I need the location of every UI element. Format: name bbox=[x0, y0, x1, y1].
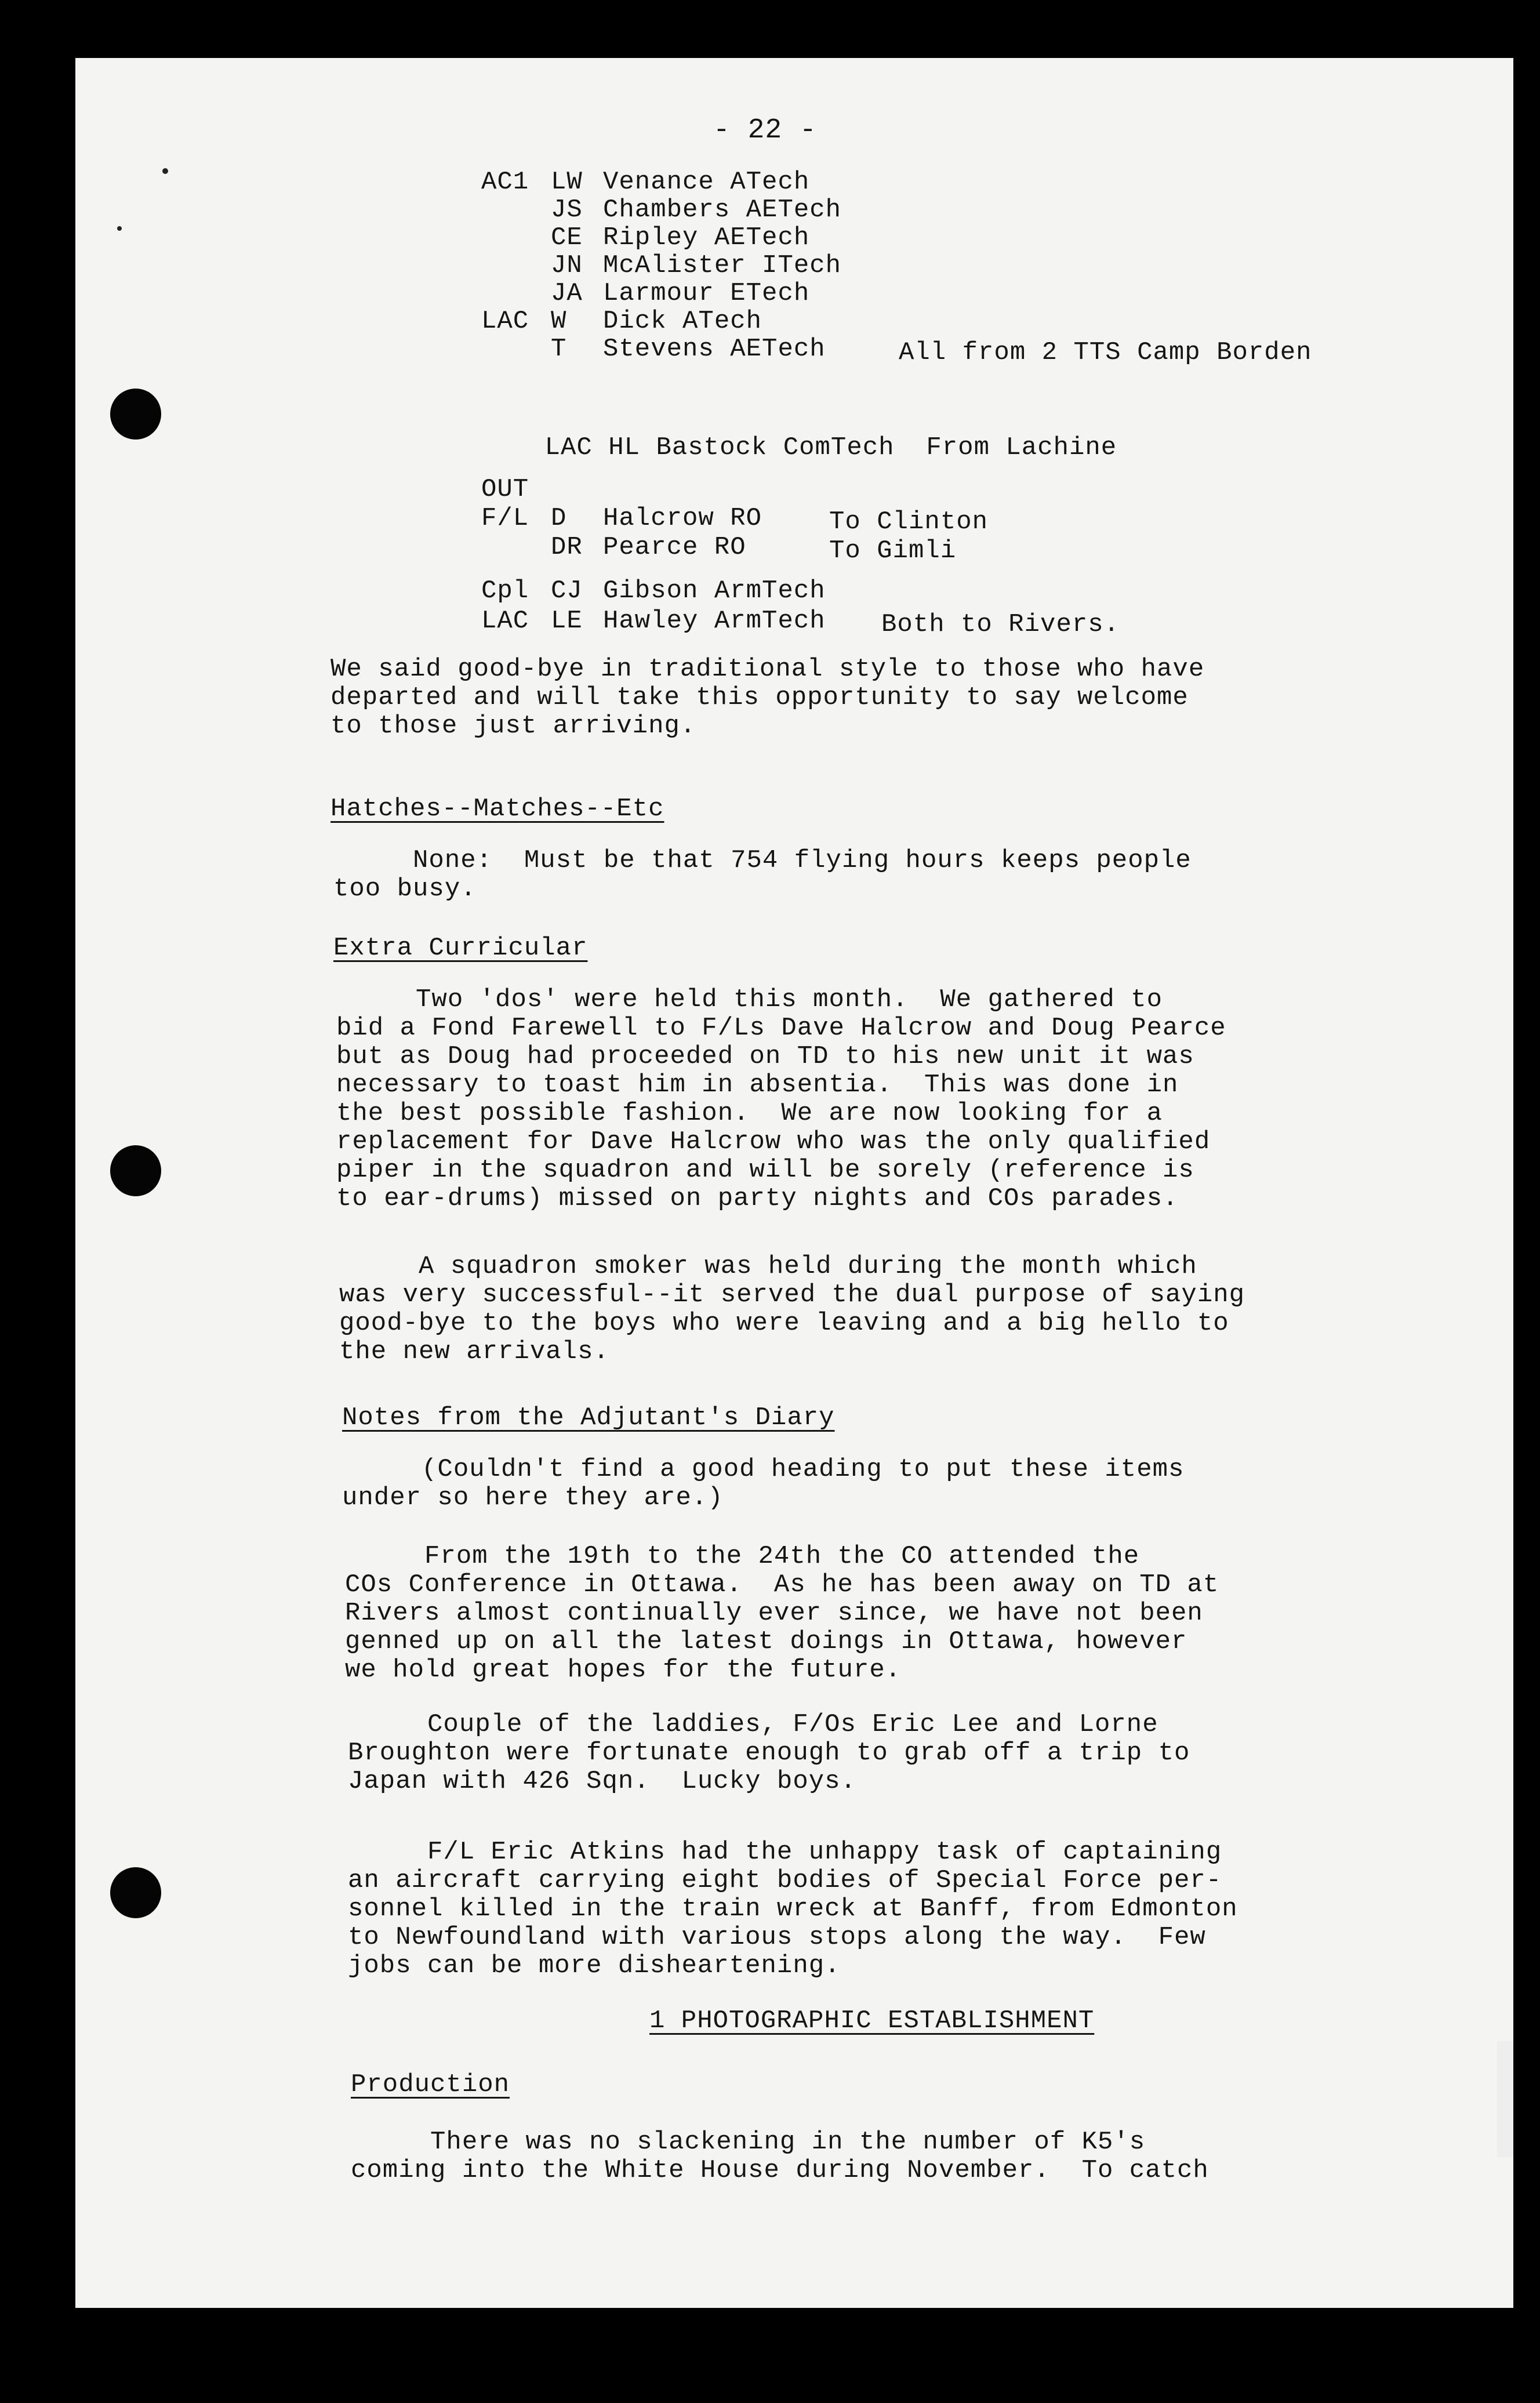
roster-row bbox=[481, 168, 809, 196]
text-line: too busy. bbox=[333, 874, 477, 903]
punch-hole bbox=[110, 1867, 161, 1918]
person-name: Chambers AETech bbox=[603, 195, 842, 224]
roster-row bbox=[481, 252, 841, 279]
hatches-paragraph bbox=[333, 847, 1192, 903]
initials: D bbox=[551, 504, 567, 533]
roster-row bbox=[481, 196, 841, 224]
text-line: but as Doug had proceeded on TD to his new unit it was bbox=[336, 1042, 1194, 1071]
person-name: Venance ATech bbox=[603, 168, 810, 197]
rank: Cpl bbox=[481, 576, 529, 605]
punch-hole bbox=[110, 389, 161, 440]
heading-production: Production bbox=[351, 2070, 510, 2099]
roster-row bbox=[481, 504, 762, 532]
person-name: Dick ATech bbox=[603, 307, 762, 336]
note: From Lachine bbox=[926, 433, 1117, 462]
heading-adjutant-diary: Notes from the Adjutant's Diary bbox=[342, 1403, 835, 1432]
punch-hole bbox=[110, 1145, 161, 1196]
text-line: the new arrivals. bbox=[339, 1337, 609, 1366]
text-line: (Couldn't find a good heading to put these items bbox=[342, 1455, 1185, 1484]
person-name: McAlister ITech bbox=[603, 251, 842, 280]
text-line: sonnel killed in the train wreck at Banff, from Edmonton bbox=[348, 1894, 1238, 1923]
initials: T bbox=[551, 335, 567, 364]
note: To Gimli bbox=[829, 536, 957, 565]
initials: DR bbox=[551, 533, 583, 562]
roster-row bbox=[481, 406, 1117, 489]
heading-hatches: Hatches--Matches--Etc bbox=[330, 794, 664, 823]
production-paragraph bbox=[351, 2128, 1209, 2185]
person-name: Larmour ETech bbox=[603, 279, 810, 308]
text-line: None: Must be that 754 flying hours keeps people bbox=[333, 846, 1192, 875]
document-page bbox=[75, 58, 1513, 2308]
initials: HL bbox=[608, 433, 641, 462]
text-line: replacement for Dave Halcrow who was the only qualified bbox=[336, 1127, 1211, 1156]
speck bbox=[117, 226, 122, 231]
text-line: an aircraft carrying eight bodies of Special Force per- bbox=[348, 1866, 1222, 1895]
text-line: COs Conference in Ottawa. As he has been away on TD at bbox=[345, 1570, 1219, 1599]
rank: LAC bbox=[481, 607, 529, 636]
initials: JA bbox=[551, 279, 583, 308]
person-name: Halcrow RO bbox=[603, 504, 762, 533]
text-line: Japan with 426 Sqn. Lucky boys. bbox=[348, 1767, 856, 1796]
text-line: piper in the squadron and will be sorely (reference is bbox=[336, 1156, 1194, 1185]
roster-row bbox=[481, 224, 809, 252]
text-line: to ear-drums) missed on party nights and COs parades. bbox=[336, 1184, 1179, 1213]
text-line: to those just arriving. bbox=[330, 712, 696, 740]
roster-row bbox=[481, 533, 746, 561]
text-line: the best possible fashion. We are now looking for a bbox=[336, 1099, 1163, 1128]
notes-paragraph-3 bbox=[348, 1711, 1190, 1796]
text-line: Broughton were fortunate enough to grab off a trip to bbox=[348, 1738, 1190, 1767]
out-label: OUT bbox=[481, 475, 529, 504]
rank: LAC bbox=[544, 433, 593, 462]
text-line: genned up on all the latest doings in Ottawa, however bbox=[345, 1627, 1187, 1656]
person-name: Hawley ArmTech bbox=[603, 607, 826, 636]
text-line: was very successful--it served the dual purpose of saying bbox=[339, 1280, 1245, 1309]
rank: LAC bbox=[481, 307, 529, 336]
text-line: we hold great hopes for the future. bbox=[345, 1656, 902, 1685]
text-line: bid a Fond Farewell to F/Ls Dave Halcrow and Doug Pearce bbox=[336, 1014, 1226, 1043]
notes-paragraph-1 bbox=[342, 1455, 1184, 1512]
page-edge-tab bbox=[1497, 2041, 1513, 2157]
page-number: - 22 - bbox=[713, 115, 817, 146]
text-line: Couple of the laddies, F/Os Eric Lee and Lorne bbox=[348, 1710, 1158, 1739]
person-name: Ripley AETech bbox=[603, 223, 810, 252]
text-line: jobs can be more disheartening. bbox=[348, 1951, 841, 1980]
initials: W bbox=[551, 307, 567, 336]
text-line: From the 19th to the 24th the CO attended the bbox=[345, 1542, 1140, 1571]
person-name: Gibson ArmTech bbox=[603, 576, 826, 605]
initials: LE bbox=[551, 607, 583, 636]
notes-paragraph-4 bbox=[348, 1838, 1238, 1980]
initials: JN bbox=[551, 251, 583, 280]
heading-photographic-establishment: 1 PHOTOGRAPHIC ESTABLISHMENT bbox=[649, 2006, 1095, 2035]
roster-row bbox=[481, 335, 826, 363]
notes-paragraph-2 bbox=[345, 1542, 1219, 1685]
note: All from 2 TTS Camp Borden bbox=[899, 338, 1312, 367]
note: To Clinton bbox=[829, 507, 989, 536]
roster-row bbox=[481, 307, 762, 335]
extra-paragraph-1 bbox=[336, 986, 1226, 1213]
person-name: Stevens AETech bbox=[603, 335, 826, 364]
roster-row bbox=[481, 607, 826, 635]
rank: AC1 bbox=[481, 168, 529, 197]
text-line: good-bye to the boys who were leaving and a big hello to bbox=[339, 1309, 1229, 1338]
text-line: There was no slackening in the number of K5's bbox=[351, 2128, 1146, 2157]
text-line: Rivers almost continually ever since, we have not been bbox=[345, 1599, 1203, 1628]
text-line: Two 'dos' were held this month. We gathered to bbox=[336, 985, 1163, 1014]
heading-extra-curricular: Extra Curricular bbox=[333, 934, 588, 963]
text-line: departed and will take this opportunity to say welcome bbox=[330, 683, 1189, 712]
note: Both to Rivers. bbox=[881, 610, 1120, 639]
speck bbox=[162, 168, 168, 174]
text-line: F/L Eric Atkins had the unhappy task of captaining bbox=[348, 1838, 1222, 1867]
text-line: We said good-bye in traditional style to those who have bbox=[330, 655, 1205, 684]
roster-row bbox=[481, 577, 826, 605]
initials: CJ bbox=[551, 576, 583, 605]
roster-row bbox=[481, 279, 809, 307]
text-line: A squadron smoker was held during the month which bbox=[339, 1252, 1197, 1281]
initials: LW bbox=[551, 168, 583, 197]
initials: CE bbox=[551, 223, 583, 252]
person-name: Bastock ComTech bbox=[656, 433, 895, 462]
text-line: necessary to toast him in absentia. This was done in bbox=[336, 1070, 1179, 1099]
initials: JS bbox=[551, 195, 583, 224]
person-name: Pearce RO bbox=[603, 533, 746, 562]
text-line: coming into the White House during November. To catch bbox=[351, 2156, 1209, 2185]
text-line: to Newfoundland with various stops along the way. Few bbox=[348, 1923, 1206, 1952]
rank: F/L bbox=[481, 504, 529, 533]
farewell-paragraph bbox=[330, 655, 1204, 740]
extra-paragraph-2 bbox=[339, 1253, 1245, 1366]
text-line: under so here they are.) bbox=[342, 1483, 724, 1512]
